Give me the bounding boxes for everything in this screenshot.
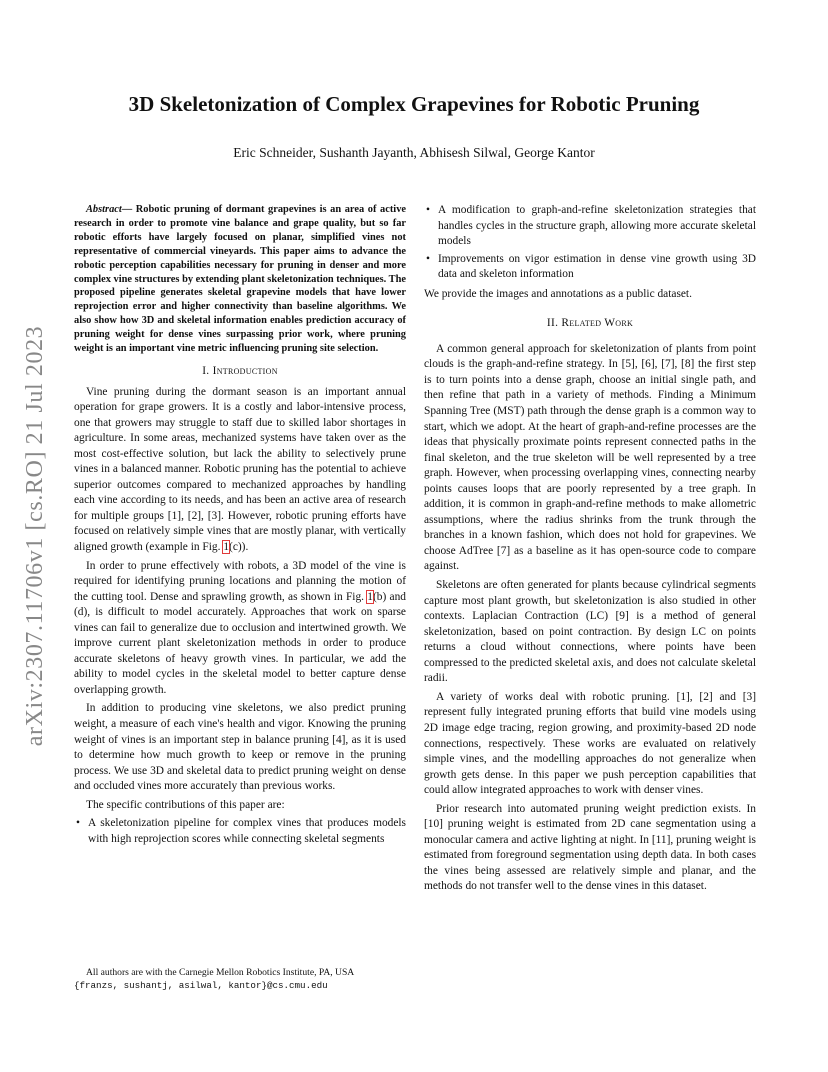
abstract-text: — Robotic pruning of dormant grapevines is an area of active research in order to promote vine balance and grape quality, but so far robotic efforts have largely focused on planar, simplified vines not representative of commercial vineyards. This paper aims to advance the robotic perception capabilities necessary for pruning in denser and more complex vine structures by extending plant skeletonization techniques. The proposed pipeline generates skeletal grapevine models that have lower reprojection error and higher connectivity than baseline algorithms. We also show how 3D and skeletal information enables prediction accuracy of pruning weight for dense vines surpassing prior work, where pruning weight is an important vine metric influencing pruning site selection. xyxy=(74,204,406,355)
contribution-list-continued xyxy=(424,203,756,283)
arxiv-stamp[interactable]: arXiv:2307.11706v1 [cs.RO] 21 Jul 2023 xyxy=(22,325,48,747)
related-paragraph-1: A common general approach for skeletonization of plants from point clouds is the graph-and-refine strategy. In [5], [6], [7], [8] the first step is to turn points into a dense graph, choose an initial single path, and then refine that path in a variety of methods. Finding a Minimum Spanning Tree (MST) path through the dense graph is a common way to start, which we adopt. At the heart of graph-and-refine processes are the ideas that physically proximate points represent connected paths in the final skeleton, and the true skeleton will be well represented by a tree graph. However, when processing overlapping vines, connecting nearby points causes loops that are poorly represented by a tree graph. In addition, it is common in graph-and-refine methods to make allometric assumptions, where the radius shrinks from the trunk through the branches in a known fashion, which does not hold for grapevines. We choose AdTree [7] as a baseline as it has open-source code to compare against. xyxy=(424,342,756,573)
figure-link[interactable]: 1 xyxy=(367,590,373,603)
left-column xyxy=(74,203,406,851)
abstract xyxy=(74,203,406,356)
intro-paragraph-1 xyxy=(74,385,406,556)
related-paragraph-4: Prior research into automated pruning weight prediction exists. In [10] pruning weight is estimated from 2D cane segmentation using a monocular camera and active lighting at night. In [11], pruning weight is estimated from foreground segmentation using depth data. In both cases the vines being assessed are relatively simple and planar, and the methods do not transfer well to the dense vines in this dataset. xyxy=(424,802,756,893)
intro-paragraph-4: The specific contributions of this paper are: xyxy=(86,798,285,811)
related-paragraph-3: A variety of works deal with robotic pruning. [1], [2] and [3] represent fully integrated pruning efforts that build vine models using 2D image edge tracing, region growing, and proximity-based 2D node connections, respectively. These works are evaluated on relatively simple vines, and the modelling approaches do not generalize when growth gets dense. In this paper we push perception capabilities that could allow integrated approaches to work with denser vines. xyxy=(424,690,756,797)
list-item: • A skeletonization pipeline for complex vines that produces models with high reprojection scores while connecting skeletal segments xyxy=(74,816,406,847)
intro-paragraph-5: We provide the images and annotations as a public dataset. xyxy=(424,287,692,300)
section-title: Related Work xyxy=(561,317,634,330)
section-heading-related-work xyxy=(424,316,756,332)
right-column xyxy=(424,203,756,898)
section-numeral: II. xyxy=(546,317,559,330)
list-item: • Improvements on vigor estimation in dense vine growth using 3D data and skeleton information xyxy=(424,252,756,283)
section-numeral: I. xyxy=(202,364,210,377)
paragraph-text: Vine pruning during the dormant season is an important annual operation for grape growers. It is a costly and labor-intensive process, one that growers may struggle to staff due to skilled labor shortages in agriculture. In some areas, mechanized systems have taken over as the most cost-effective solution, but lack the ability to selectively prune vines in a balanced manner. Robotic pruning has the potential to achieve superior outcomes compared to mechanized approaches by handling each vine according to its needs, and has been an active area of research for multiple groups [1], [2], [3]. However, robotic pruning efforts have focused on relatively simple vines that are mostly planar, with vertically aligned growth (example in Fig. xyxy=(74,385,406,553)
section-title: Introduction xyxy=(212,364,278,377)
abstract-lead: Abstract xyxy=(86,204,122,215)
list-item: • A modification to graph-and-refine skeletonization strategies that handles cycles in the structure graph, allowing more accurate skeletal models xyxy=(424,203,756,250)
section-heading-introduction xyxy=(74,364,406,380)
intro-paragraph-3: In addition to producing vine skeletons, we also predict pruning weight, a measure of each vine's health and vigor. Knowing the pruning weight of vines is an important step in balance pruning [4], as it is used to determine how much growth to keep or remove in the pruning process. We use 3D and skeletal data to predict pruning weight on dense and occluded vines more accurately than previous works. xyxy=(74,702,406,793)
footnote-affiliation: All authors are with the Carnegie Mellon Robotics Institute, PA, USA xyxy=(86,967,355,978)
paper-title: 3D Skeletonization of Complex Grapevines for Robotic Pruning xyxy=(128,92,700,116)
paragraph-text: (b) and (d), is difficult to model accurately. Approaches that work on sparse vines can fail to generalize due to occlusion and intertwined growth. We improve current plant skeletonization methods in order to produce accurate skeletons of heavy growth vines. In particular, we add the ability to model cycles in the skeletal model to better capture dense overlapping growth. xyxy=(74,590,406,696)
paragraph-text: (c)). xyxy=(229,540,249,553)
related-paragraph-2: Skeletons are often generated for plants because cylindrical segments capture most plant growth, but skeletonization is also studied in other contexts. Laplacian Contraction (LC) [9] is a method of general skeletonization, based on point contraction. By design LC on points returns a cloud without connections, where points have been compressed to the predicted skeletal axis, and does not calculate skeletal radii. xyxy=(424,579,756,685)
contribution-list xyxy=(74,816,406,847)
figure-link[interactable]: 1 xyxy=(223,540,230,553)
footnote-emails[interactable]: {franzs, sushantj, asilwal, kantor}@cs.cmu.edu xyxy=(74,980,328,991)
author-list: Eric Schneider, Sushanth Jayanth, Abhisesh Silwal, George Kantor xyxy=(233,145,595,160)
paragraph-text: In order to prune effectively with robots, a 3D model of the vine is required for identifying pruning locations and planning the motion of the cutting tool. Dense and sprawling growth, as shown in Fig. xyxy=(74,559,406,603)
footnote xyxy=(74,966,406,992)
intro-paragraph-2 xyxy=(74,559,406,699)
